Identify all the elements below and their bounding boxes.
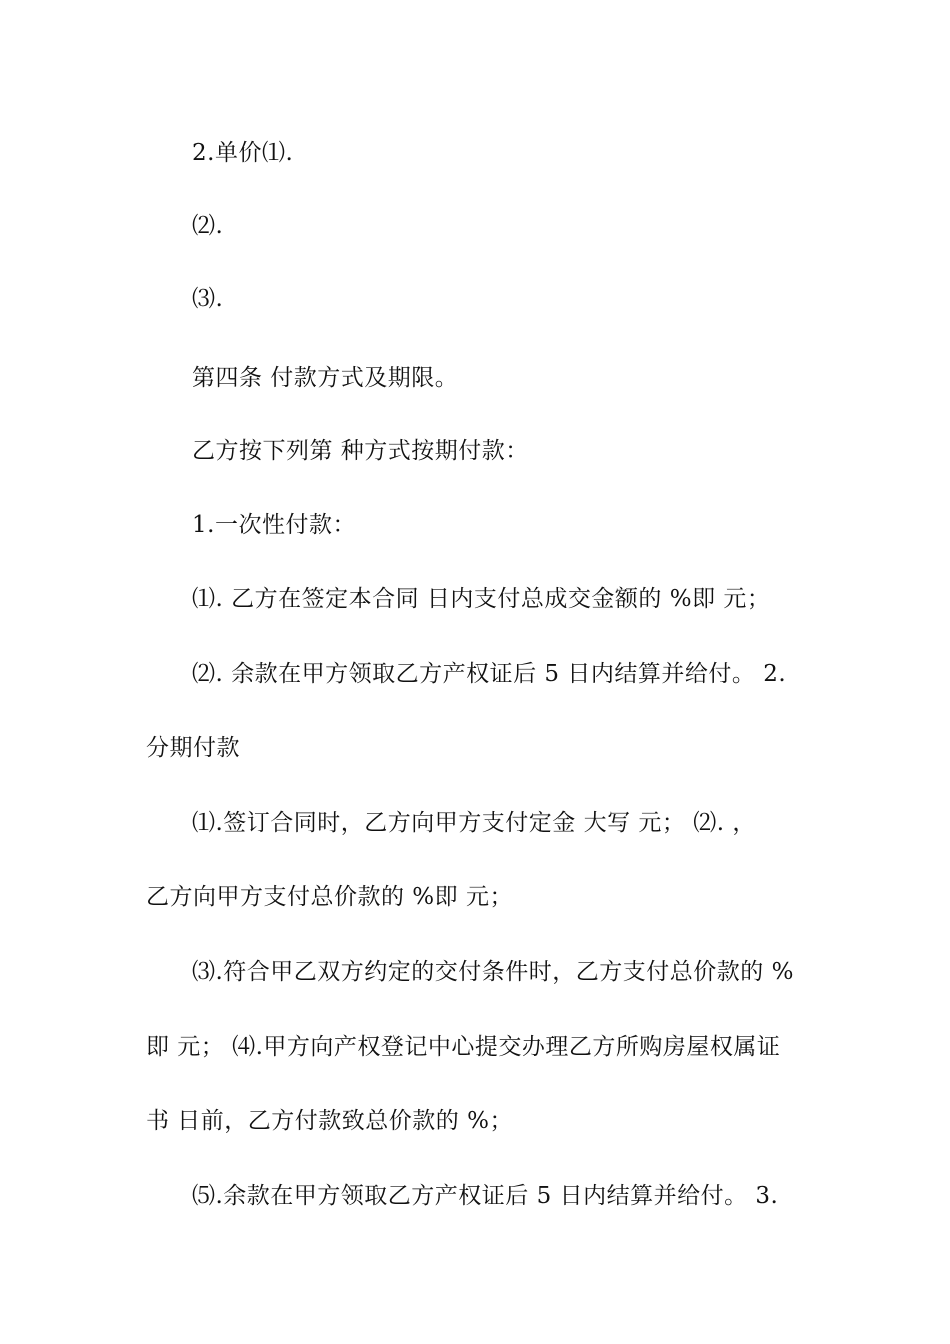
- paragraph-line: 分期付款: [146, 735, 240, 761]
- paragraph-line: ⑵.: [192, 213, 224, 239]
- paragraph-line: ⑵. 余款在甲方领取乙方产权证后 5 日内结算并给付。 2.: [192, 661, 787, 687]
- paragraph-line: ⑴. 乙方在签定本合同 日内支付总成交金额的 %即 元；: [192, 586, 771, 612]
- paragraph-line: 乙方按下列第 种方式按期付款：: [192, 438, 529, 464]
- paragraph-line: ⑶.: [192, 286, 224, 312]
- paragraph-line: ⑸.余款在甲方领取乙方产权证后 5 日内结算并给付。 3.: [192, 1183, 779, 1209]
- paragraph-line: 乙方向甲方支付总价款的 %即 元；: [146, 884, 513, 910]
- paragraph-line: ⑴.签订合同时，乙方向甲方支付定金 大写 元； ⑵. ，: [192, 810, 756, 836]
- paragraph-line: 1.一次性付款：: [192, 512, 356, 538]
- section-heading: 第四条 付款方式及期限。: [192, 365, 459, 391]
- paragraph-line: ⑶.符合甲乙双方约定的交付条件时，乙方支付总价款的 %: [192, 959, 794, 985]
- paragraph-line: 即 元； ⑷.甲方向产权登记中心提交办理乙方所购房屋权属证: [146, 1034, 781, 1060]
- paragraph-line: 2.单价⑴.: [192, 140, 294, 166]
- paragraph-line: 书 日前，乙方付款致总价款的 %；: [146, 1108, 513, 1134]
